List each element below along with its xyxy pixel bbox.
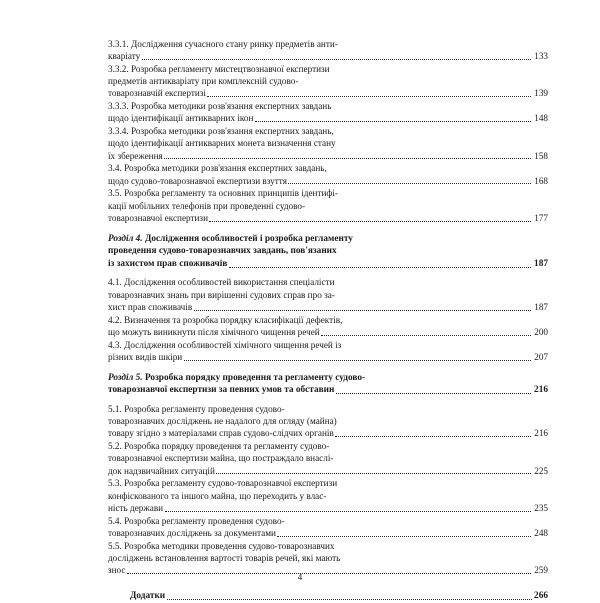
toc-entry-4-3[interactable]: [108, 339, 548, 363]
toc-entry-line: ність держави: [108, 502, 164, 513]
toc-entry-line: 4.3. Дослідження особливостей хімічного чищення речей із: [108, 339, 342, 350]
toc-entry-line: товарознавчих знань при вирішенні судових справ про за-: [108, 289, 335, 300]
toc-entry-line: кації мобільних телефонів при проведенні судово-: [108, 200, 306, 211]
toc-entry-line: 3.3.3. Розробка методики розв'язання експертних завдань: [108, 101, 332, 112]
toc-page-number: 259: [534, 564, 548, 575]
toc-entry-3-3-1[interactable]: [108, 38, 548, 62]
toc-entry-line: док надзвичайних ситуацій: [108, 465, 215, 476]
toc-page-number: 139: [534, 88, 548, 99]
leader-dots: [209, 221, 530, 222]
toc-entry-line: досліджень встановлення вартості товарів речей, які мають: [108, 552, 341, 563]
toc-entry-line: щодо судово-товарознавчої експертизи взуття: [108, 175, 287, 186]
toc-entry-line: їх збереження: [108, 150, 163, 161]
toc-entry-4-2[interactable]: [108, 314, 548, 338]
toc-entry-3-4[interactable]: [108, 162, 548, 186]
toc-entry-line: конфіскованого та іншого майна, що переходить у влас-: [108, 490, 327, 501]
toc-section-5[interactable]: [108, 372, 548, 397]
page-folio: 4: [297, 572, 303, 582]
toc-entry-label: Додатки: [130, 591, 166, 602]
toc-entry-5-4[interactable]: [108, 515, 548, 539]
toc-entry-line: 5.4. Розробка регламенту проведення судово-: [108, 515, 285, 526]
toc-section-lead: Розділ 4.: [108, 234, 143, 245]
table-of-contents: [108, 38, 548, 603]
toc-entry-line: 5.5. Розробка методики проведення судово-товарознавчих: [108, 540, 335, 551]
toc-entry-5-1[interactable]: [108, 403, 548, 440]
toc-entry-line: предметів антикваріату при комплексній судово-: [108, 76, 299, 87]
leader-dots: [142, 59, 531, 60]
toc-section-line: товарознавчої експертизи за певних умов та обставин: [108, 385, 335, 396]
toc-entry-4-1[interactable]: [108, 276, 548, 313]
toc-entry-3-5[interactable]: [108, 187, 548, 224]
toc-page-number: 248: [534, 527, 548, 538]
toc-entry-line: знос: [108, 564, 126, 575]
toc-page-number: 207: [534, 351, 548, 362]
toc-page-number: 216: [534, 428, 548, 439]
toc-page-number: 216: [534, 385, 548, 396]
toc-entry-5-5[interactable]: [108, 540, 548, 577]
toc-section-line: [108, 372, 548, 384]
leader-dots: [336, 393, 531, 394]
toc-section-lead: Розділ 5.: [108, 373, 143, 384]
leader-dots: [288, 183, 530, 184]
toc-entry-line: товарознавчих досліджень за документами: [108, 527, 276, 538]
toc-entry-line: що можуть виникнути після хімічного чищення речей: [108, 326, 320, 337]
toc-entry-5-2[interactable]: [108, 440, 548, 477]
toc-entry-3-3-2[interactable]: [108, 63, 548, 100]
toc-entry-line: 5.2. Розробка порядку проведення та регламенту судово-: [108, 441, 330, 452]
toc-page-number: 187: [534, 301, 548, 312]
toc-entry-line: 4.2. Визначення та розробка порядку класифікації дефектів,: [108, 314, 343, 325]
toc-page-number: 225: [534, 465, 548, 476]
toc-entry-line: різних видів шкіри: [108, 351, 183, 362]
leader-dots: [277, 536, 530, 537]
toc-entry-line: 3.3.1. Дослідження сучасного стану ринку предметів анти-: [108, 39, 338, 49]
toc-entry-line: товарознавчій експертизі: [108, 88, 206, 99]
toc-page-number: 133: [534, 51, 548, 62]
toc-entry-line: 5.1. Розробка регламенту проведення судово-: [108, 403, 285, 414]
toc-entry-line: товарознавчих досліджень не надалого для огляду (майна): [108, 416, 337, 427]
toc-page-number: 168: [534, 175, 548, 186]
toc-entry-line: хист прав споживачів: [108, 301, 193, 312]
toc-entry-line: щодо ідентифікації антикварних монета визначення стану: [108, 138, 336, 149]
toc-page-number: 235: [534, 502, 548, 513]
toc-entry-line: 3.5. Розробка регламенту та основних принципів ідентифі-: [108, 188, 338, 199]
leader-dots: [321, 335, 530, 336]
toc-section-text: Дослідження особливостей і розробка регламенту: [144, 234, 353, 245]
toc-entry-line: товарознавчої експертизи майна, що постраждало внаслі-: [108, 453, 334, 464]
toc-section-line: [108, 233, 548, 245]
toc-entry-appendix[interactable]: [108, 590, 548, 602]
leader-dots: [165, 511, 531, 512]
toc-section-line: із захистом прав споживачів: [108, 258, 228, 269]
toc-page-number: 266: [534, 591, 548, 602]
leader-dots: [229, 267, 531, 268]
toc-entry-line: 3.3.2. Розробка регламенту мистецтвознавчої експертизи: [108, 63, 330, 74]
toc-entry-line: кваріату: [108, 51, 141, 62]
toc-entry-line: 3.3.4. Розробка методики розв'язання експертних завдань,: [108, 126, 334, 137]
toc-entry-5-3[interactable]: [108, 477, 548, 514]
toc-entry-line: 4.1. Дослідження особливостей використання спеціалісти: [108, 277, 335, 288]
leader-dots: [216, 473, 530, 474]
leader-dots: [255, 121, 531, 122]
toc-page-number: 177: [534, 212, 548, 223]
toc-entry-line: товару згідно з матеріалами справ судово-слідчих органів: [108, 428, 334, 439]
leader-dots: [184, 360, 531, 361]
leader-dots: [207, 96, 530, 97]
toc-section-line: проведення судово-товарознавчих завдань, пов'язаних: [108, 246, 337, 257]
toc-entry-line: товарознавчої експертизи: [108, 212, 208, 223]
toc-entry-3-3-4[interactable]: [108, 125, 548, 162]
toc-entry-line: 3.4. Розробка методики розв'язання експертних завдань,: [108, 163, 327, 174]
leader-dots: [164, 158, 530, 159]
toc-page-number: 148: [534, 113, 548, 124]
toc-page-number: 187: [534, 258, 548, 269]
leader-dots: [335, 436, 530, 437]
toc-page-number: 158: [534, 150, 548, 161]
toc-page-number: 200: [534, 326, 548, 337]
toc-entry-line: 5.3. Розробка регламенту судово-товарознавчої експертизи: [108, 478, 338, 489]
toc-section-text: Розробка порядку проведення та регламенту судово-: [144, 373, 366, 384]
leader-dots: [194, 310, 531, 311]
toc-section-4[interactable]: [108, 233, 548, 270]
toc-entry-3-3-3[interactable]: [108, 100, 548, 124]
toc-entry-line: щодо ідентифікації антикварних ікон: [108, 113, 254, 124]
